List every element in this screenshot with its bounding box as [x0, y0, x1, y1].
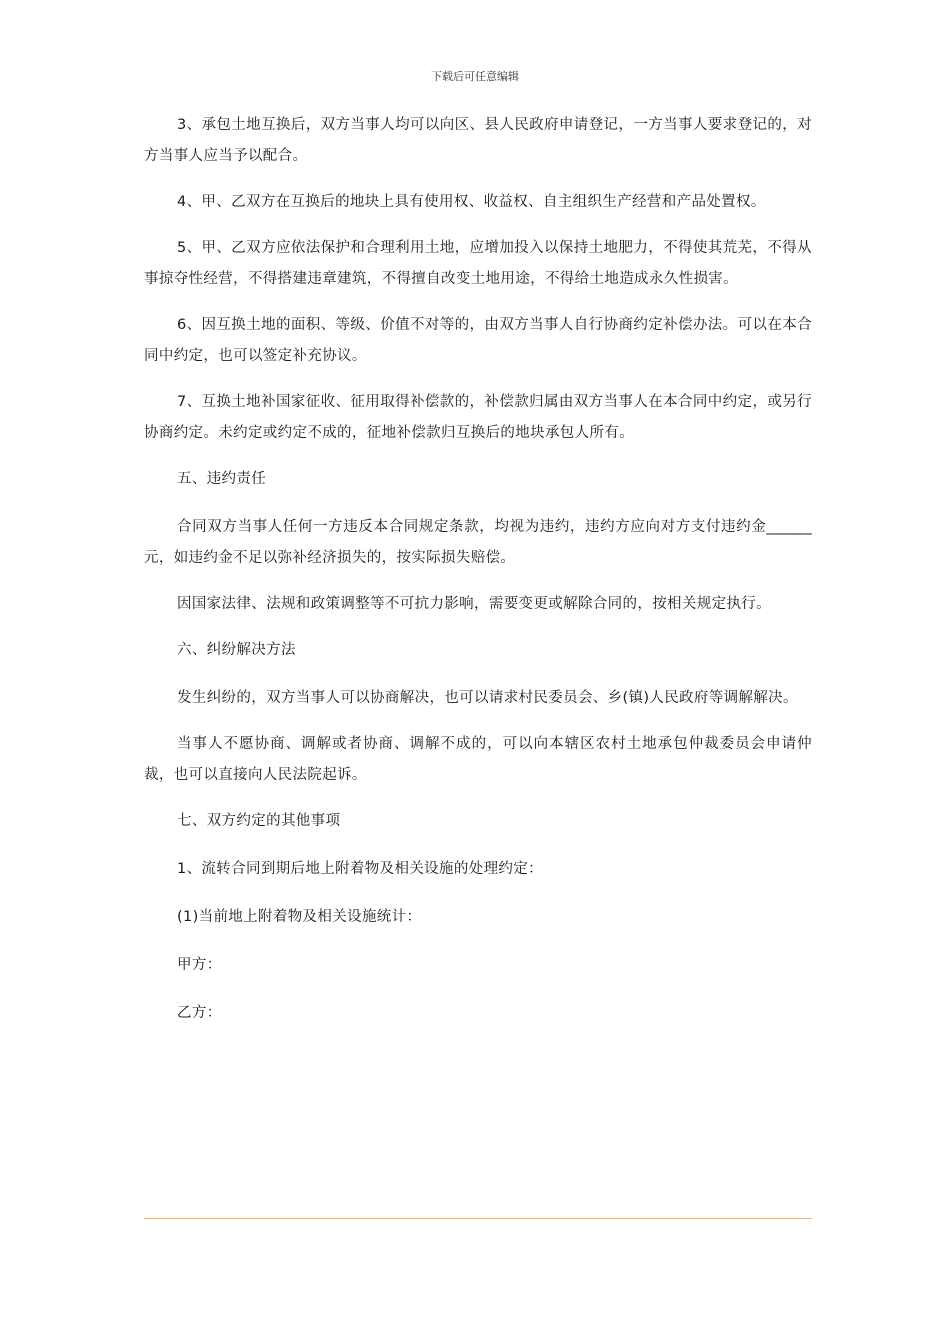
clause-5: 5、甲、乙双方应依法保护和合理利用土地，应增加投入以保持土地肥力，不得使其荒芜，不得从事掠夺性经营，不得搭建违章建筑，不得擅自改变土地用途，不得给土地造成永久性损害。 — [144, 240, 812, 287]
clause-4: 4、甲、乙双方在互换后的地块上具有使用权、收益权、自主组织生产经营和产品处置权。 — [177, 194, 766, 210]
document-body — [144, 110, 812, 1046]
section-heading-breach: 五、违约责任 — [177, 471, 267, 487]
dispute-arbitration-paragraph: 当事人不愿协商、调解或者协商、调解不成的，可以向本辖区农村土地承包仲裁委员会申请仲裁，也可以直接向人民法院起诉。 — [144, 736, 812, 783]
dispute-mediation-paragraph: 发生纠纷的，双方当事人可以协商解决，也可以请求村民委员会、乡(镇)人民政府等调解解决。 — [177, 690, 798, 706]
force-majeure-paragraph: 因国家法律、法规和政策调整等不可抗力影响，需要变更或解除合同的，按相关规定执行。 — [177, 596, 771, 612]
page-header: 下载后可任意编辑 — [431, 70, 519, 83]
party-a-label: 甲方： — [177, 957, 222, 973]
party-b-label: 乙方： — [177, 1005, 222, 1021]
other-matters-subitem-1: (1)当前地上附着物及相关设施统计： — [177, 909, 422, 925]
other-matters-item-1: 1、流转合同到期后地上附着物及相关设施的处理约定： — [177, 861, 543, 877]
breach-penalty-paragraph: 合同双方当事人任何一方违反本合同规定条款，均视为违约，违约方应向对方支付违约金______元，如违约金不足以弥补经济损失的，按实际损失赔偿。 — [144, 519, 812, 566]
section-heading-other-matters: 七、双方约定的其他事项 — [177, 813, 341, 829]
section-heading-dispute: 六、纠纷解决方法 — [177, 642, 296, 658]
clause-7: 7、互换土地补国家征收、征用取得补偿款的，补偿款归属由双方当事人在本合同中约定，或另行协商约定。未约定或约定不成的，征地补偿款归互换后的地块承包人所有。 — [144, 394, 812, 441]
clause-6: 6、因互换土地的面积、等级、价值不对等的，由双方当事人自行协商约定补偿办法。可以在本合同中约定，也可以签定补充协议。 — [144, 317, 812, 364]
clause-3: 3、承包土地互换后，双方当事人均可以向区、县人民政府申请登记，一方当事人要求登记的，对方当事人应当予以配合。 — [144, 117, 812, 164]
footer-divider — [144, 1218, 812, 1219]
